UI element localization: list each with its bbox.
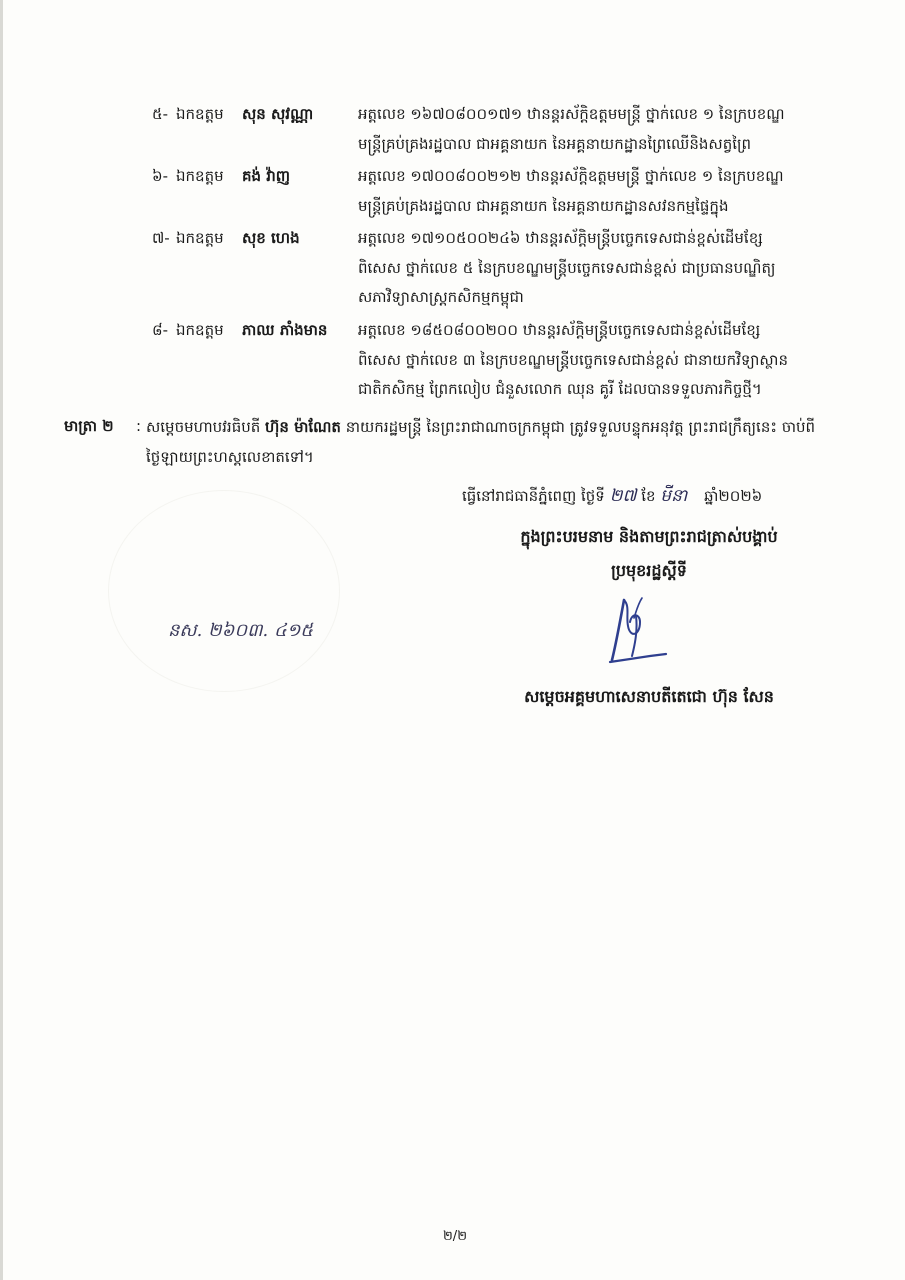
- month-label: ខែ: [641, 487, 656, 505]
- description-line: អត្តលេខ ១៦៧០៨០០១៧១ ឋានន្តរស័ក្តិឧត្តមមន្ត្រី ថ្នាក់លេខ ១ នៃក្របខណ្ឌ: [358, 105, 785, 123]
- honorific-title: ឯកឧត្តម: [176, 229, 224, 247]
- handwritten-reference: នស. ២៦០៣. ៤១៥: [168, 620, 314, 641]
- closing-line-2: ប្រមុខរដ្ឋស្តីទី: [611, 561, 687, 580]
- article-separator: :: [136, 417, 142, 435]
- entry-number: ៨-: [152, 321, 169, 339]
- member-description: [358, 224, 843, 313]
- description-line: ពិសេស ថ្នាក់លេខ ៣ នៃក្របខណ្ឌមន្ត្រីបច្ចេកទេសជាន់ខ្ពស់ ជានាយកវិទ្យាស្ថាន: [358, 350, 788, 369]
- description-line: អត្តលេខ ១៧១០៥០០២៤៦ ឋានន្តរស័ក្តិមន្ត្រីបច្ចេកទេសជាន់ខ្ពស់ដើមខ្សែ: [358, 229, 763, 247]
- signature-image: [580, 592, 690, 672]
- member-description: [358, 162, 843, 221]
- description-line: មន្ត្រីគ្រប់គ្រងរដ្ឋបាល ជាអគ្គនាយក នៃអគ្គនាយកដ្ឋានសវនកម្មផ្ទៃក្នុង: [358, 196, 729, 215]
- description-line: អត្តលេខ ១៨៥០៨០០២០០ ឋានន្តរស័ក្តិមន្ត្រីបច្ចេកទេសជាន់ខ្ពស់ដើមខ្សែ: [358, 321, 761, 339]
- article-suffix: នាយករដ្ឋមន្ត្រី នៃព្រះរាជាណាចក្រកម្ពុជា ត្រូវទទួលបន្ទុកអនុវត្ត ព្រះរាជក្រឹត្យនេះ ចាប់ពីថ្ងៃឡាយព្រះហស្តលេខាតទៅ។: [146, 418, 816, 466]
- signatory-name: សម្តេចអគ្គមហាសេនាបតីតេជោ ហ៊ុន សែន: [524, 687, 774, 706]
- member-name: សុន សុវណ្ណា: [242, 105, 314, 123]
- member-description: [358, 100, 843, 159]
- entry-number: ៥-: [152, 105, 169, 123]
- member-name: សុខ ហេង: [242, 229, 300, 247]
- faded-seal: [108, 490, 340, 692]
- entry-number: ៧-: [152, 229, 170, 247]
- date-year: ឆ្នាំ២០២៦: [704, 487, 763, 505]
- member-description: [358, 316, 843, 405]
- handwritten-month: មីនា: [660, 486, 688, 506]
- date-place: ធ្វើនៅរាជធានីភ្នំពេញ ថ្ងៃទី: [462, 487, 605, 505]
- description-line: មន្ត្រីគ្រប់គ្រងរដ្ឋបាល ជាអគ្គនាយក នៃអគ្គនាយកដ្ឋានព្រៃឈើនិងសត្វព្រៃ: [358, 134, 751, 153]
- article-prefix: សម្តេចមហាបវរធិបតី: [146, 418, 261, 436]
- page-edge: [0, 0, 3, 1280]
- description-line: ពិសេស ថ្នាក់លេខ ៥ នៃក្របខណ្ឌមន្ត្រីបច្ចេកទេសជាន់ខ្ពស់ ជាប្រធានបណ្ឌិត្យ: [358, 258, 776, 277]
- description-line: ជាតិកសិកម្ម ព្រែកលៀប ជំនួសលោក ឈុន គូរី ដែលបានទទួលភារកិច្ចថ្មី។: [358, 380, 762, 398]
- date-line: [462, 482, 842, 510]
- description-line: សភាវិទ្យាសាស្ត្រកសិកម្មកម្ពុជា: [358, 288, 524, 306]
- article-text: [146, 412, 846, 472]
- closing-line-1: ក្នុងព្រះបរមនាម និងតាមព្រះរាជត្រាស់បង្គាប់: [520, 527, 778, 546]
- article-label: មាត្រា ២: [64, 417, 114, 435]
- description-line: អត្តលេខ ១៧០០៨០០២១២ ឋានន្តរស័ក្តិឧត្តមមន្ត្រី ថ្នាក់លេខ ១ នៃក្របខណ្ឌ: [358, 167, 784, 185]
- honorific-title: ឯកឧត្តម: [176, 105, 224, 123]
- page-number: ២/២: [442, 1229, 468, 1244]
- honorific-title: ឯកឧត្តម: [176, 167, 224, 185]
- member-name: គង់ វ៉ាញ: [242, 167, 291, 185]
- prime-minister-name: ហ៊ុន ម៉ាណែត: [265, 418, 341, 436]
- member-name: ភាឈ ភាំងមាន: [242, 321, 328, 339]
- entry-number: ៦-: [152, 167, 169, 185]
- handwritten-day: ២៧: [609, 486, 637, 506]
- honorific-title: ឯកឧត្តម: [176, 321, 224, 339]
